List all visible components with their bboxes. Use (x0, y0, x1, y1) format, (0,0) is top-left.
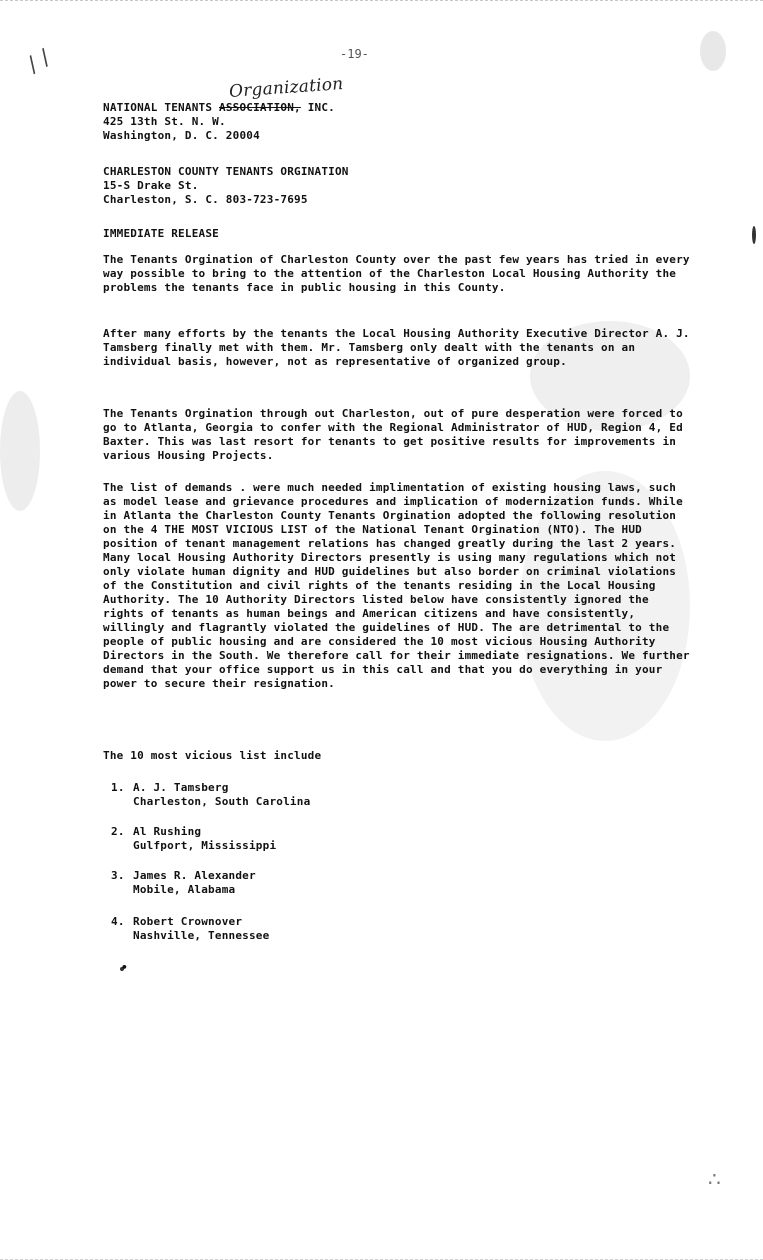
director-location: Nashville, Tennessee (133, 929, 270, 942)
scan-smudge (700, 31, 726, 71)
director-name: James R. Alexander (133, 869, 256, 882)
list-item (111, 825, 511, 853)
handwritten-note: Organization (228, 74, 344, 102)
list-item (111, 915, 511, 943)
director-name: Al Rushing (133, 825, 202, 838)
page-number: -19- (340, 47, 369, 61)
list-number: 3. (111, 869, 125, 882)
list-item (111, 869, 511, 897)
list-number: 2. (111, 825, 125, 838)
org-name-struck: ASSOCIATION, (219, 101, 301, 114)
local-org-name: CHARLESTON COUNTY TENANTS ORGINATION (103, 165, 349, 178)
org-name-suffix: INC. (307, 101, 335, 114)
corner-scribble: / / (23, 45, 55, 78)
director-location: Charleston, South Carolina (133, 795, 311, 808)
director-name: A. J. Tamsberg (133, 781, 229, 794)
sender-address: 425 13th St. N. W. (103, 115, 226, 128)
local-org-header (103, 165, 693, 207)
bottom-corner-mark: ∴ (708, 1167, 721, 1191)
list-number: 4. (111, 915, 125, 928)
list-item (111, 781, 511, 809)
scan-speck (752, 226, 756, 244)
paragraph: The list of demands . were much needed implimentation of existing housing laws, such as model lease and grievance procedures and implication of modernization funds. While in Atlanta the Charleston County Tenants Orgination adopted the following resolution on the 4 THE MOST VICIOUS LIST of the National Tenant Orgination (NTO). The HUD position of tenant management relations has changed greatly during the last 2 years. Many local Housing Authority Directors presently is using many regulations which not only violate human dignity and HUD guidelines but also border on criminal violations of the Constitution and civil rights of the tenants residing in the Local Housing Authority. The 10 Authority Directors listed below have consistently ignored the rights of tenants as human beings and American citizens and have consistently, willingly and flagrantly violated the guidelines of HUD. The are detrimental to the people of public housing and are considered the 10 most vicious Housing Authority Directors in the South. We therefore call for their immediate resignations. We further demand that your office support us in this call and that you do everything in your power to secure their resignation. (103, 481, 690, 690)
list-intro: The 10 most vicious list include (103, 749, 322, 762)
sender-header (103, 74, 693, 143)
director-location: Gulfport, Mississippi (133, 839, 277, 852)
sender-city: Washington, D. C. 20004 (103, 129, 260, 142)
release-heading: IMMEDIATE RELEASE (103, 227, 219, 240)
director-name: Robert Crownover (133, 915, 243, 928)
local-org-city: Charleston, S. C. 803-723-7695 (103, 193, 308, 206)
paragraph: The Tenants Orgination through out Charleston, out of pure desperation were forced to go to Atlanta, Georgia to confer with the Regional Administrator of HUD, Region 4, Ed Baxter. This was last resort for tenants to get positive results for improvements in various Housing Projects. (103, 407, 683, 462)
footer-dot: • (121, 961, 128, 974)
paragraph: The Tenants Orgination of Charleston County over the past few years has tried in every way possible to bring to the attention of the Charleston Local Housing Authority the problems the tenants face in public housing in this County. (103, 253, 690, 294)
list-number: 1. (111, 781, 125, 794)
scan-smudge (0, 391, 40, 511)
paragraph: After many efforts by the tenants the Local Housing Authority Executive Director A. J. Tamsberg finally met with them. Mr. Tamsberg only dealt with the tenants on an individual basis, however, not as representative of organized group. (103, 327, 690, 368)
local-org-address: 15-S Drake St. (103, 179, 199, 192)
org-name-prefix: NATIONAL TENANTS (103, 101, 213, 114)
director-location: Mobile, Alabama (133, 883, 236, 896)
